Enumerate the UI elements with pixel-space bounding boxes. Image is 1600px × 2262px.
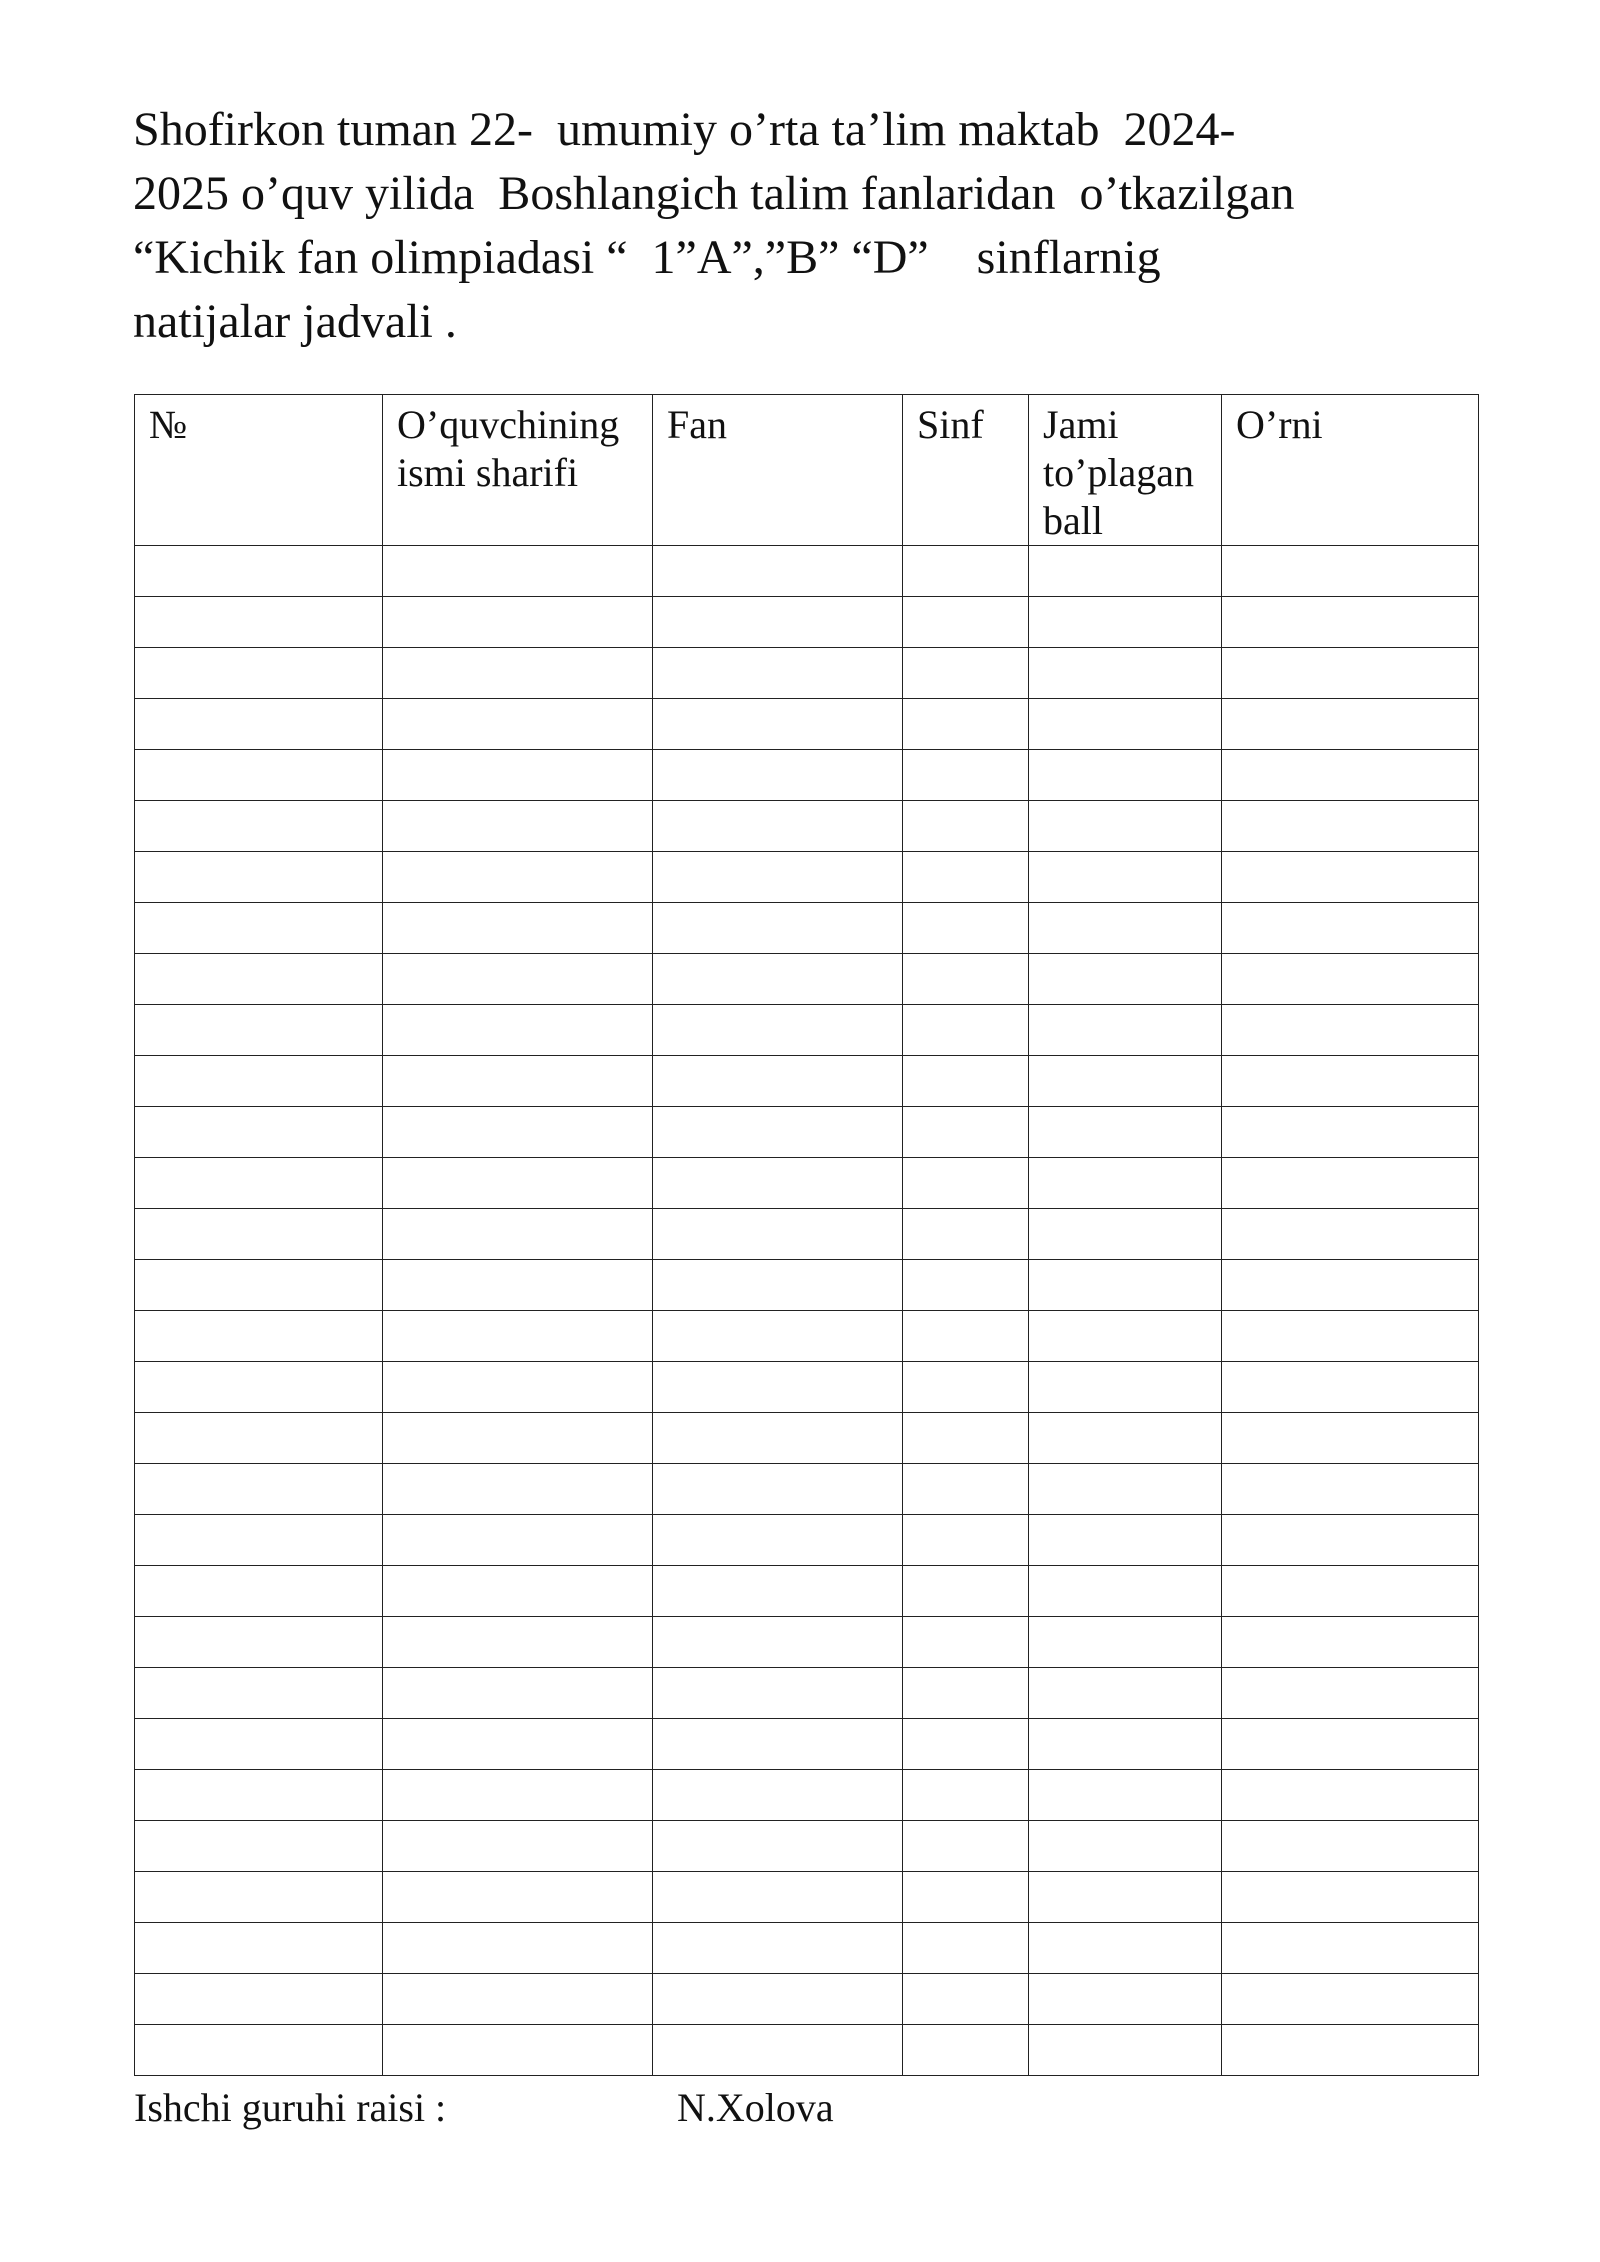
table-cell <box>653 546 903 597</box>
table-cell <box>135 699 383 750</box>
table-cell <box>383 1413 653 1464</box>
table-row <box>135 1209 1479 1260</box>
table-cell <box>903 1821 1029 1872</box>
table-cell <box>383 2025 653 2076</box>
table-cell <box>653 648 903 699</box>
table-cell <box>903 546 1029 597</box>
table-row <box>135 1362 1479 1413</box>
table-cell <box>653 1770 903 1821</box>
table-cell <box>135 1974 383 2025</box>
table-cell <box>903 750 1029 801</box>
table-cell <box>1222 1107 1479 1158</box>
table-cell <box>903 954 1029 1005</box>
table-cell <box>1029 648 1222 699</box>
table-cell <box>653 1719 903 1770</box>
table-cell <box>135 903 383 954</box>
results-table <box>134 394 1479 2076</box>
table-cell <box>903 1311 1029 1362</box>
table-cell <box>135 852 383 903</box>
table-cell <box>653 1260 903 1311</box>
table-cell <box>383 1464 653 1515</box>
table-cell <box>1222 954 1479 1005</box>
table-cell <box>1029 597 1222 648</box>
header-class: Sinf <box>903 395 1029 546</box>
table-cell <box>135 750 383 801</box>
table-cell <box>653 954 903 1005</box>
table-cell <box>1222 1260 1479 1311</box>
table-cell <box>1222 1515 1479 1566</box>
table-cell <box>135 1668 383 1719</box>
table-row <box>135 750 1479 801</box>
document-title <box>133 98 1473 354</box>
table-row <box>135 1311 1479 1362</box>
table-cell <box>903 1719 1029 1770</box>
table-cell <box>383 750 653 801</box>
table-cell <box>1222 903 1479 954</box>
header-number: № <box>135 395 383 546</box>
table-cell <box>1222 1617 1479 1668</box>
table-cell <box>383 852 653 903</box>
table-cell <box>135 1515 383 1566</box>
table-cell <box>135 1464 383 1515</box>
table-cell <box>135 801 383 852</box>
table-cell <box>903 1872 1029 1923</box>
table-cell <box>903 1005 1029 1056</box>
table-cell <box>135 1821 383 1872</box>
table-cell <box>383 1770 653 1821</box>
table-cell <box>903 1974 1029 2025</box>
table-cell <box>653 1668 903 1719</box>
table-cell <box>135 597 383 648</box>
table-cell <box>1222 1770 1479 1821</box>
table-cell <box>383 1056 653 1107</box>
table-cell <box>135 1872 383 1923</box>
table-row <box>135 1464 1479 1515</box>
table-cell <box>135 546 383 597</box>
table-cell <box>1029 1362 1222 1413</box>
table-cell <box>1222 1311 1479 1362</box>
table-cell <box>383 1821 653 1872</box>
table-row <box>135 1107 1479 1158</box>
table-cell <box>1029 1923 1222 1974</box>
table-cell <box>653 903 903 954</box>
table-cell <box>1029 1464 1222 1515</box>
table-cell <box>383 1158 653 1209</box>
header-total-score: Jami to’plagan ball <box>1029 395 1222 546</box>
title-line-3: “Kichik fan olimpiadasi “ 1”A”,”B” “D” sinflarnig <box>133 231 1161 284</box>
header-subject: Fan <box>653 395 903 546</box>
table-cell <box>383 1719 653 1770</box>
table-cell <box>1029 1413 1222 1464</box>
table-cell <box>903 852 1029 903</box>
title-line-1: Shofirkon tuman 22- umumiy o’rta ta’lim maktab 2024- <box>133 103 1236 156</box>
table-cell <box>383 1209 653 1260</box>
table-cell <box>1222 2025 1479 2076</box>
table-cell <box>383 1362 653 1413</box>
table-cell <box>1222 1668 1479 1719</box>
table-cell <box>903 1362 1029 1413</box>
table-cell <box>903 1464 1029 1515</box>
table-row <box>135 546 1479 597</box>
table-cell <box>1029 1566 1222 1617</box>
table-cell <box>653 1923 903 1974</box>
table-cell <box>903 1260 1029 1311</box>
table-cell <box>1222 1872 1479 1923</box>
table-cell <box>903 903 1029 954</box>
table-cell <box>1029 1617 1222 1668</box>
footer-chairman-label: Ishchi guruhi raisi : <box>134 2085 447 2130</box>
header-row <box>135 395 1479 546</box>
table-cell <box>135 1209 383 1260</box>
table-cell <box>1029 2025 1222 2076</box>
table-row <box>135 648 1479 699</box>
table-cell <box>1222 699 1479 750</box>
table-row <box>135 1260 1479 1311</box>
table-cell <box>135 1311 383 1362</box>
table-cell <box>383 1923 653 1974</box>
table-cell <box>903 801 1029 852</box>
table-cell <box>1029 1311 1222 1362</box>
table-cell <box>383 1311 653 1362</box>
table-cell <box>653 1413 903 1464</box>
table-cell <box>135 1923 383 1974</box>
table-cell <box>653 1617 903 1668</box>
table-cell <box>1222 1821 1479 1872</box>
table-cell <box>1222 1005 1479 1056</box>
table-row <box>135 954 1479 1005</box>
table-row <box>135 699 1479 750</box>
table-cell <box>135 1260 383 1311</box>
table-row <box>135 2025 1479 2076</box>
table-cell <box>903 1413 1029 1464</box>
table-cell <box>903 1923 1029 1974</box>
table-row <box>135 1056 1479 1107</box>
table-cell <box>1222 1464 1479 1515</box>
table-cell <box>653 1158 903 1209</box>
table-cell <box>1029 1005 1222 1056</box>
table-cell <box>653 1209 903 1260</box>
table-cell <box>1029 954 1222 1005</box>
table-cell <box>135 1005 383 1056</box>
table-cell <box>653 1974 903 2025</box>
table-row <box>135 1770 1479 1821</box>
table-cell <box>1029 750 1222 801</box>
table-cell <box>1029 1974 1222 2025</box>
table-cell <box>1029 1107 1222 1158</box>
table-cell <box>653 852 903 903</box>
table-cell <box>653 1464 903 1515</box>
table-cell <box>1222 1413 1479 1464</box>
table-cell <box>653 1107 903 1158</box>
table-row <box>135 1515 1479 1566</box>
table-row <box>135 1005 1479 1056</box>
table-cell <box>1222 852 1479 903</box>
table-cell <box>1222 801 1479 852</box>
table-cell <box>903 648 1029 699</box>
table-row <box>135 597 1479 648</box>
table-cell <box>1222 546 1479 597</box>
table-row <box>135 1668 1479 1719</box>
table-cell <box>135 954 383 1005</box>
table-cell <box>1222 1209 1479 1260</box>
table-cell <box>1029 1515 1222 1566</box>
table-cell <box>1029 1719 1222 1770</box>
title-line-2: 2025 o’quv yilida Boshlangich talim fanlaridan o’tkazilgan <box>133 167 1295 220</box>
table-cell <box>383 1107 653 1158</box>
table-cell <box>383 1566 653 1617</box>
table-row <box>135 1719 1479 1770</box>
table-cell <box>653 1362 903 1413</box>
table-row <box>135 903 1479 954</box>
table-cell <box>135 2025 383 2076</box>
table-cell <box>1029 852 1222 903</box>
table-cell <box>653 1311 903 1362</box>
footer-chairman-name: N.Xolova <box>677 2085 834 2130</box>
table-cell <box>135 1107 383 1158</box>
table-cell <box>383 954 653 1005</box>
table-cell <box>1222 1566 1479 1617</box>
table-cell <box>383 903 653 954</box>
table-cell <box>903 1107 1029 1158</box>
table-cell <box>653 1515 903 1566</box>
table-row <box>135 1617 1479 1668</box>
table-cell <box>383 546 653 597</box>
table-cell <box>903 1668 1029 1719</box>
table-cell <box>653 1056 903 1107</box>
table-cell <box>383 1974 653 2025</box>
table-cell <box>383 1872 653 1923</box>
table-cell <box>1029 801 1222 852</box>
table-cell <box>903 699 1029 750</box>
table-cell <box>653 1872 903 1923</box>
table-cell <box>903 1617 1029 1668</box>
table-cell <box>383 1260 653 1311</box>
table-cell <box>903 1515 1029 1566</box>
table-cell <box>653 1566 903 1617</box>
table-cell <box>135 1158 383 1209</box>
title-line-4: natijalar jadvali . <box>133 295 457 348</box>
table-cell <box>653 801 903 852</box>
table-row <box>135 1923 1479 1974</box>
table-row <box>135 1566 1479 1617</box>
table-cell <box>1222 597 1479 648</box>
table-cell <box>903 1056 1029 1107</box>
header-place: O’rni <box>1222 395 1479 546</box>
table-cell <box>383 648 653 699</box>
table-cell <box>1222 648 1479 699</box>
table-cell <box>1029 1056 1222 1107</box>
table-cell <box>383 1668 653 1719</box>
table-cell <box>1029 903 1222 954</box>
table-cell <box>383 597 653 648</box>
table-cell <box>1029 1209 1222 1260</box>
table-cell <box>1222 1362 1479 1413</box>
table-cell <box>135 1617 383 1668</box>
table-cell <box>653 1821 903 1872</box>
table-cell <box>653 699 903 750</box>
table-cell <box>1029 699 1222 750</box>
table-cell <box>135 648 383 699</box>
table-cell <box>1222 750 1479 801</box>
table-cell <box>1222 1923 1479 1974</box>
table-cell <box>903 1566 1029 1617</box>
table-cell <box>383 1005 653 1056</box>
table-row <box>135 1974 1479 2025</box>
table-row <box>135 852 1479 903</box>
table-cell <box>903 1209 1029 1260</box>
table-cell <box>1029 1668 1222 1719</box>
table-cell <box>653 597 903 648</box>
table-body <box>135 546 1479 2076</box>
table-cell <box>1222 1719 1479 1770</box>
table-row <box>135 801 1479 852</box>
table-cell <box>653 750 903 801</box>
table-row <box>135 1872 1479 1923</box>
table-cell <box>383 801 653 852</box>
table-cell <box>903 1158 1029 1209</box>
table-cell <box>1222 1056 1479 1107</box>
table-cell <box>383 1515 653 1566</box>
table-cell <box>1222 1974 1479 2025</box>
table-cell <box>135 1413 383 1464</box>
table-cell <box>903 1770 1029 1821</box>
table-cell <box>1222 1158 1479 1209</box>
table-cell <box>1029 1821 1222 1872</box>
table-cell <box>1029 1872 1222 1923</box>
table-cell <box>1029 1158 1222 1209</box>
table-cell <box>135 1362 383 1413</box>
header-student-name: O’quvchining ismi sharifi <box>383 395 653 546</box>
table-cell <box>1029 546 1222 597</box>
table-cell <box>903 597 1029 648</box>
table-cell <box>135 1056 383 1107</box>
table-cell <box>135 1770 383 1821</box>
table-cell <box>903 2025 1029 2076</box>
table-cell <box>653 2025 903 2076</box>
table-cell <box>1029 1260 1222 1311</box>
table-row <box>135 1821 1479 1872</box>
table-cell <box>135 1719 383 1770</box>
table-cell <box>1029 1770 1222 1821</box>
table-cell <box>653 1005 903 1056</box>
table-cell <box>383 699 653 750</box>
table-cell <box>383 1617 653 1668</box>
table-row <box>135 1158 1479 1209</box>
table-cell <box>135 1566 383 1617</box>
table-row <box>135 1413 1479 1464</box>
